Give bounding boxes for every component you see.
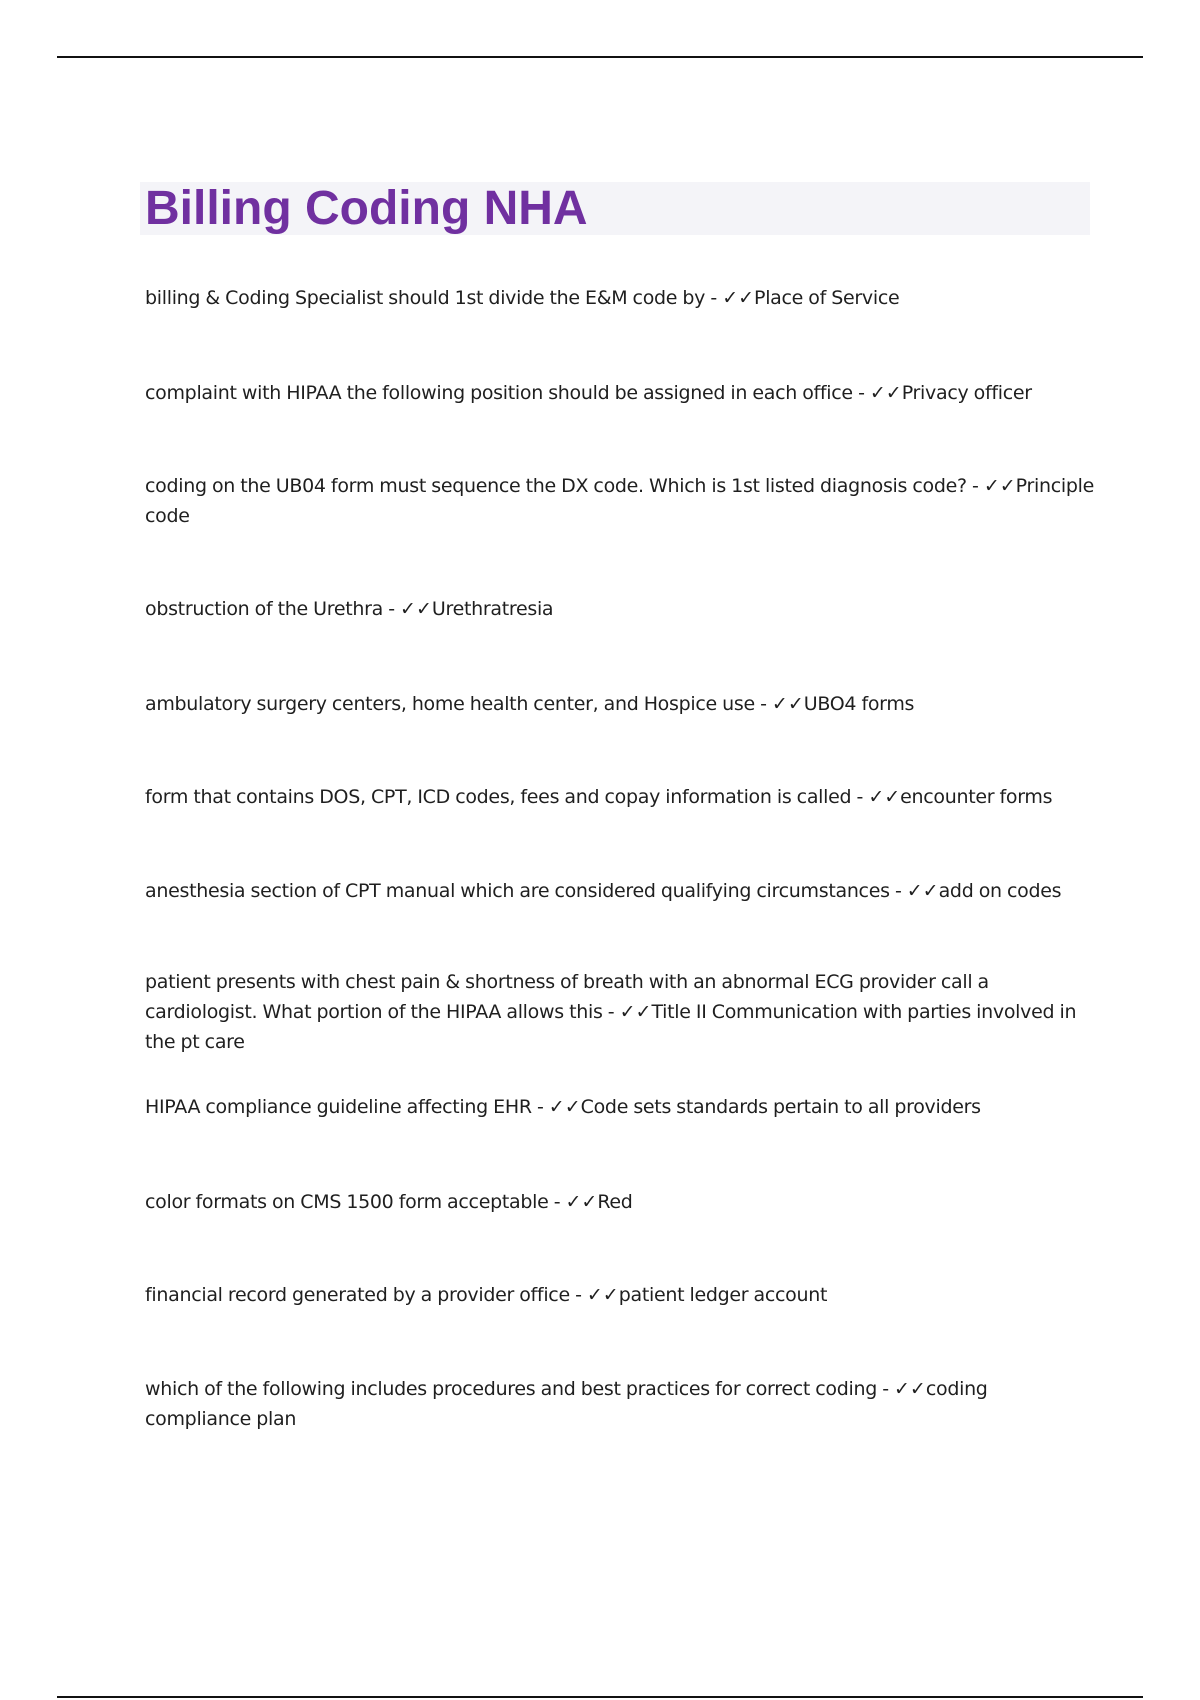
qa-answer: add on codes xyxy=(938,880,1062,902)
double-check-icon: ✓✓ xyxy=(400,598,432,620)
double-check-icon: ✓✓ xyxy=(548,1096,581,1118)
qa-question: anesthesia section of CPT manual which are considered qualifying circumstances xyxy=(145,880,890,902)
bottom-rule xyxy=(57,1696,1143,1698)
qa-item xyxy=(145,1280,1095,1310)
qa-answer: Code sets standards pertain to all providers xyxy=(580,1096,981,1118)
qa-answer: Urethratresia xyxy=(431,598,554,620)
qa-separator: - xyxy=(876,1378,895,1400)
double-check-icon: ✓✓ xyxy=(619,1001,652,1023)
qa-question: ambulatory surgery centers, home health center, and Hospice use xyxy=(145,693,755,715)
qa-separator: - xyxy=(889,880,907,902)
qa-separator: - xyxy=(569,1284,587,1306)
top-rule xyxy=(57,56,1143,58)
qa-separator: - xyxy=(705,287,723,309)
qa-item xyxy=(145,1187,1095,1217)
qa-answer: Red xyxy=(597,1191,633,1213)
qa-item xyxy=(145,967,1095,1057)
qa-item xyxy=(145,782,1095,812)
double-check-icon: ✓✓ xyxy=(565,1191,598,1213)
qa-question: which of the following includes procedures and best practices for correct coding xyxy=(145,1378,877,1400)
qa-separator: - xyxy=(531,1096,549,1118)
qa-question: obstruction of the Urethra xyxy=(145,598,383,620)
qa-question: financial record generated by a provider office xyxy=(145,1284,570,1306)
qa-separator: - xyxy=(754,693,772,715)
qa-separator: - xyxy=(602,1001,620,1023)
qa-question: coding on the UB04 form must sequence the DX code. Which is 1st listed diagnosis code? xyxy=(145,475,967,497)
qa-item xyxy=(145,471,1095,531)
qa-answer: Privacy officer xyxy=(901,382,1032,404)
qa-separator: - xyxy=(548,1191,566,1213)
qa-answer: encounter forms xyxy=(900,786,1053,808)
qa-answer: patient ledger account xyxy=(618,1284,828,1306)
double-check-icon: ✓✓ xyxy=(894,1378,926,1400)
qa-separator: - xyxy=(382,598,401,620)
qa-question: billing & Coding Specialist should 1st divide the E&M code by xyxy=(145,287,706,309)
qa-answer: coding compliance plan xyxy=(145,1378,988,1430)
qa-separator: - xyxy=(851,786,869,808)
qa-item xyxy=(145,378,1095,408)
qa-question: HIPAA compliance guideline affecting EHR xyxy=(145,1096,532,1118)
double-check-icon: ✓✓ xyxy=(869,382,902,404)
qa-separator: - xyxy=(852,382,870,404)
double-check-icon: ✓✓ xyxy=(906,880,939,902)
qa-question: complaint with HIPAA the following position should be assigned in each office xyxy=(145,382,853,404)
qa-item xyxy=(145,1092,1095,1122)
qa-item xyxy=(145,689,1095,719)
double-check-icon: ✓✓ xyxy=(771,693,804,715)
document-title: Billing Coding NHA xyxy=(145,182,588,235)
double-check-icon: ✓✓ xyxy=(868,786,901,808)
double-check-icon: ✓✓ xyxy=(983,475,1016,497)
qa-question: patient presents with chest pain & shortness of breath with an abnormal ECG provider call a cardiologist. What portion of the HIPAA allows this xyxy=(145,971,989,1023)
qa-question: form that contains DOS, CPT, ICD codes, fees and copay information is called xyxy=(145,786,852,808)
qa-item xyxy=(145,594,1095,624)
double-check-icon: ✓✓ xyxy=(722,287,755,309)
qa-item xyxy=(145,1374,1095,1434)
double-check-icon: ✓✓ xyxy=(586,1284,619,1306)
qa-item xyxy=(145,283,1095,313)
qa-question: color formats on CMS 1500 form acceptable xyxy=(145,1191,549,1213)
qa-answer: Principle code xyxy=(145,475,1094,527)
qa-answer: UBO4 forms xyxy=(803,693,915,715)
qa-answer: Title II Communication with parties involved in the pt care xyxy=(145,1001,1077,1053)
qa-answer: Place of Service xyxy=(754,287,900,309)
qa-item xyxy=(145,876,1095,906)
qa-separator: - xyxy=(966,475,984,497)
